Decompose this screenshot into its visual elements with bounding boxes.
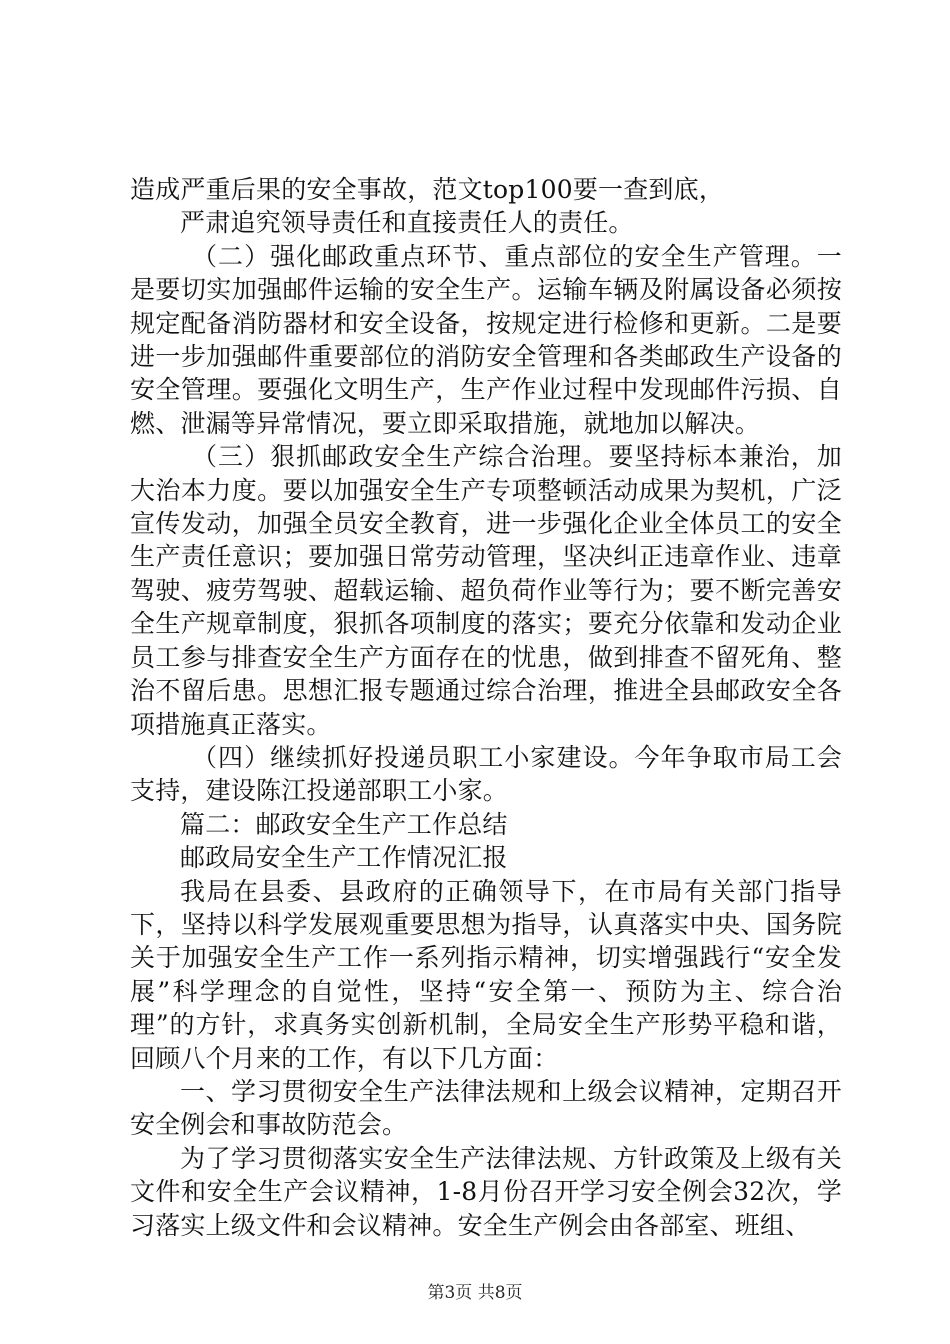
paragraph-2: 严肃追究领导责任和直接责任人的责任。 [180, 208, 634, 238]
document-body [130, 173, 842, 1242]
paragraph-4: （三）狠抓邮政安全生产综合治理。要坚持标本兼治，加大治本力度。要以加强安全生产专项整顿活动成果为契机，广泛宣传发动，加强全员安全教育，进一步强化企业全体员工的安全生产责任意识；要加强日常劳动管理，坚决纠正违章作业、违章驾驶、疲劳驾驶、超载运输、超负荷作业等行为；要不断完善安全生产规章制度，狠抓各项制度的落实；要充分依靠和发动企业员工参与排查安全生产方面存在的忧患，做到排查不留死角、整治不留后患。思想汇报专题通过综合治理，推进全县邮政安全各项措施真正落实。 [130, 442, 842, 739]
section-heading-part2: 篇二：邮政安全生产工作总结 [180, 809, 508, 839]
paragraph-1: 造成严重后果的安全事故，范文top100要一查到底， [130, 175, 725, 204]
paragraph-7: 为了学习贯彻落实安全生产法律法规、方针政策及上级有关文件和安全生产会议精神，1-8月份召开学习安全例会32次，学习落实上级文件和会议精神。安全生产例会由各部室、班组、 [130, 1143, 842, 1240]
paragraph-5: （四）继续抓好投递员职工小家建设。今年争取市局工会支持，建设陈江投递部职工小家。 [130, 742, 842, 806]
section-heading-1: 一、学习贯彻安全生产法律法规和上级会议精神，定期召开安全例会和事故防范会。 [130, 1076, 842, 1140]
paragraph-3: （二）强化邮政重点环节、重点部位的安全生产管理。一是要切实加强邮件运输的安全生产。运输车辆及附属设备必须按规定配备消防器材和安全设备，按规定进行检修和更新。二是要进一步加强邮件重要部位的消防安全管理和各类邮政生产设备的安全管理。要强化文明生产，生产作业过程中发现邮件污损、自燃、泄漏等异常情况，要立即采取措施，就地加以解决。 [130, 241, 842, 438]
paragraph-6: 我局在县委、县政府的正确领导下，在市局有关部门指导下，坚持以科学发展观重要思想为指导，认真落实中央、国务院关于加强安全生产工作一系列指示精神，切实增强践行“安全发展”科学理念的自觉性，坚持“安全第一、预防为主、综合治理”的方针，求真务实创新机制，全局安全生产形势平稳和谐，回顾八个月来的工作，有以下几方面： [130, 876, 842, 1073]
page-number-footer: 第3页 共8页 [427, 1283, 523, 1303]
report-title: 邮政局安全生产工作情况汇报 [180, 843, 508, 873]
